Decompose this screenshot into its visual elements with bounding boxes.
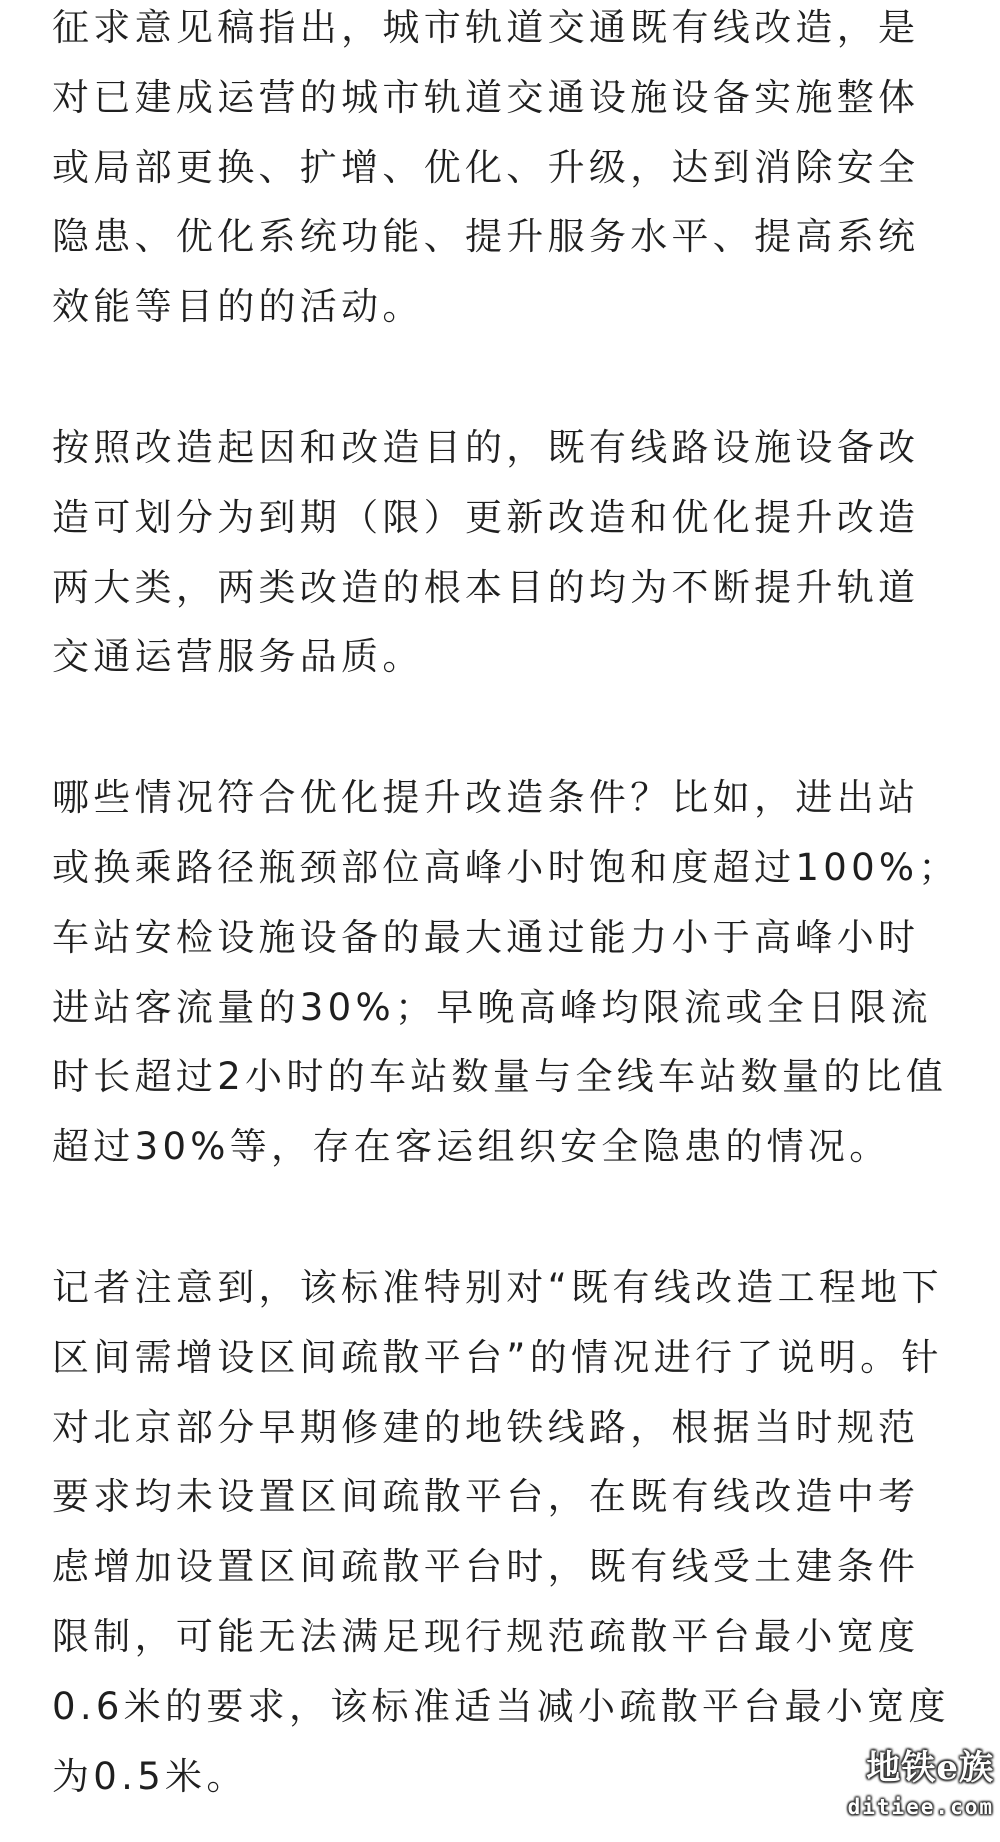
text-line: 对北京部分早期修建的地铁线路，根据当时规范 bbox=[52, 1405, 920, 1449]
text-line: 或换乘路径瓶颈部位高峰小时饱和度超过100%； bbox=[52, 845, 960, 889]
text-line: 造可划分为到期（限）更新改造和优化提升改造 bbox=[52, 495, 920, 539]
text-line: 交通运营服务品质。 bbox=[52, 635, 424, 679]
text-line: 要求均未设置区间疏散平台，在既有线改造中考 bbox=[52, 1475, 920, 1519]
site-watermark bbox=[824, 1746, 994, 1838]
paragraph bbox=[52, 1253, 952, 1811]
text-line: 为0.5米。 bbox=[52, 1754, 248, 1798]
text-line: 记者注意到，该标准特别对“既有线改造工程地下 bbox=[52, 1265, 943, 1309]
text-line: 征求意见稿指出，城市轨道交通既有线改造，是 bbox=[52, 6, 920, 49]
text-line: 两大类，两类改造的根本目的均为不断提升轨道 bbox=[52, 565, 920, 609]
paragraph bbox=[52, 413, 952, 692]
text-line: 哪些情况符合优化提升改造条件？比如，进出站 bbox=[52, 776, 920, 820]
text-line: 时长超过2小时的车站数量与全线车站数量的比值 bbox=[52, 1055, 948, 1099]
text-line: 0.6米的要求，该标准适当减小疏散平台最小宽度 bbox=[52, 1684, 950, 1728]
text-line: 隐患、优化系统功能、提升服务水平、提高系统 bbox=[52, 215, 920, 259]
text-line: 车站安检设施设备的最大通过能力小于高峰小时 bbox=[52, 915, 920, 959]
text-line: 区间需增设区间疏散平台”的情况进行了说明。针 bbox=[52, 1335, 943, 1379]
paragraph bbox=[52, 0, 952, 342]
text-line: 效能等目的的活动。 bbox=[52, 285, 424, 329]
text-line: 或局部更换、扩增、优化、升级，达到消除安全 bbox=[52, 145, 920, 189]
text-line: 限制，可能无法满足现行规范疏散平台最小宽度 bbox=[52, 1614, 920, 1658]
text-line: 按照改造起因和改造目的，既有线路设施设备改 bbox=[52, 425, 920, 469]
watermark-logo-text: 地铁e族 bbox=[866, 1748, 994, 1788]
text-line: 超过30%等，存在客运组织安全隐患的情况。 bbox=[52, 1125, 891, 1169]
text-line: 对已建成运营的城市轨道交通设施设备实施整体 bbox=[52, 75, 920, 119]
text-line: 虑增加设置区间疏散平台时，既有线受土建条件 bbox=[52, 1545, 920, 1589]
watermark-url: ditiee.com bbox=[847, 1795, 994, 1819]
text-line: 进站客流量的30%；早晚高峰均限流或全日限流 bbox=[52, 985, 932, 1029]
paragraph bbox=[52, 763, 960, 1182]
